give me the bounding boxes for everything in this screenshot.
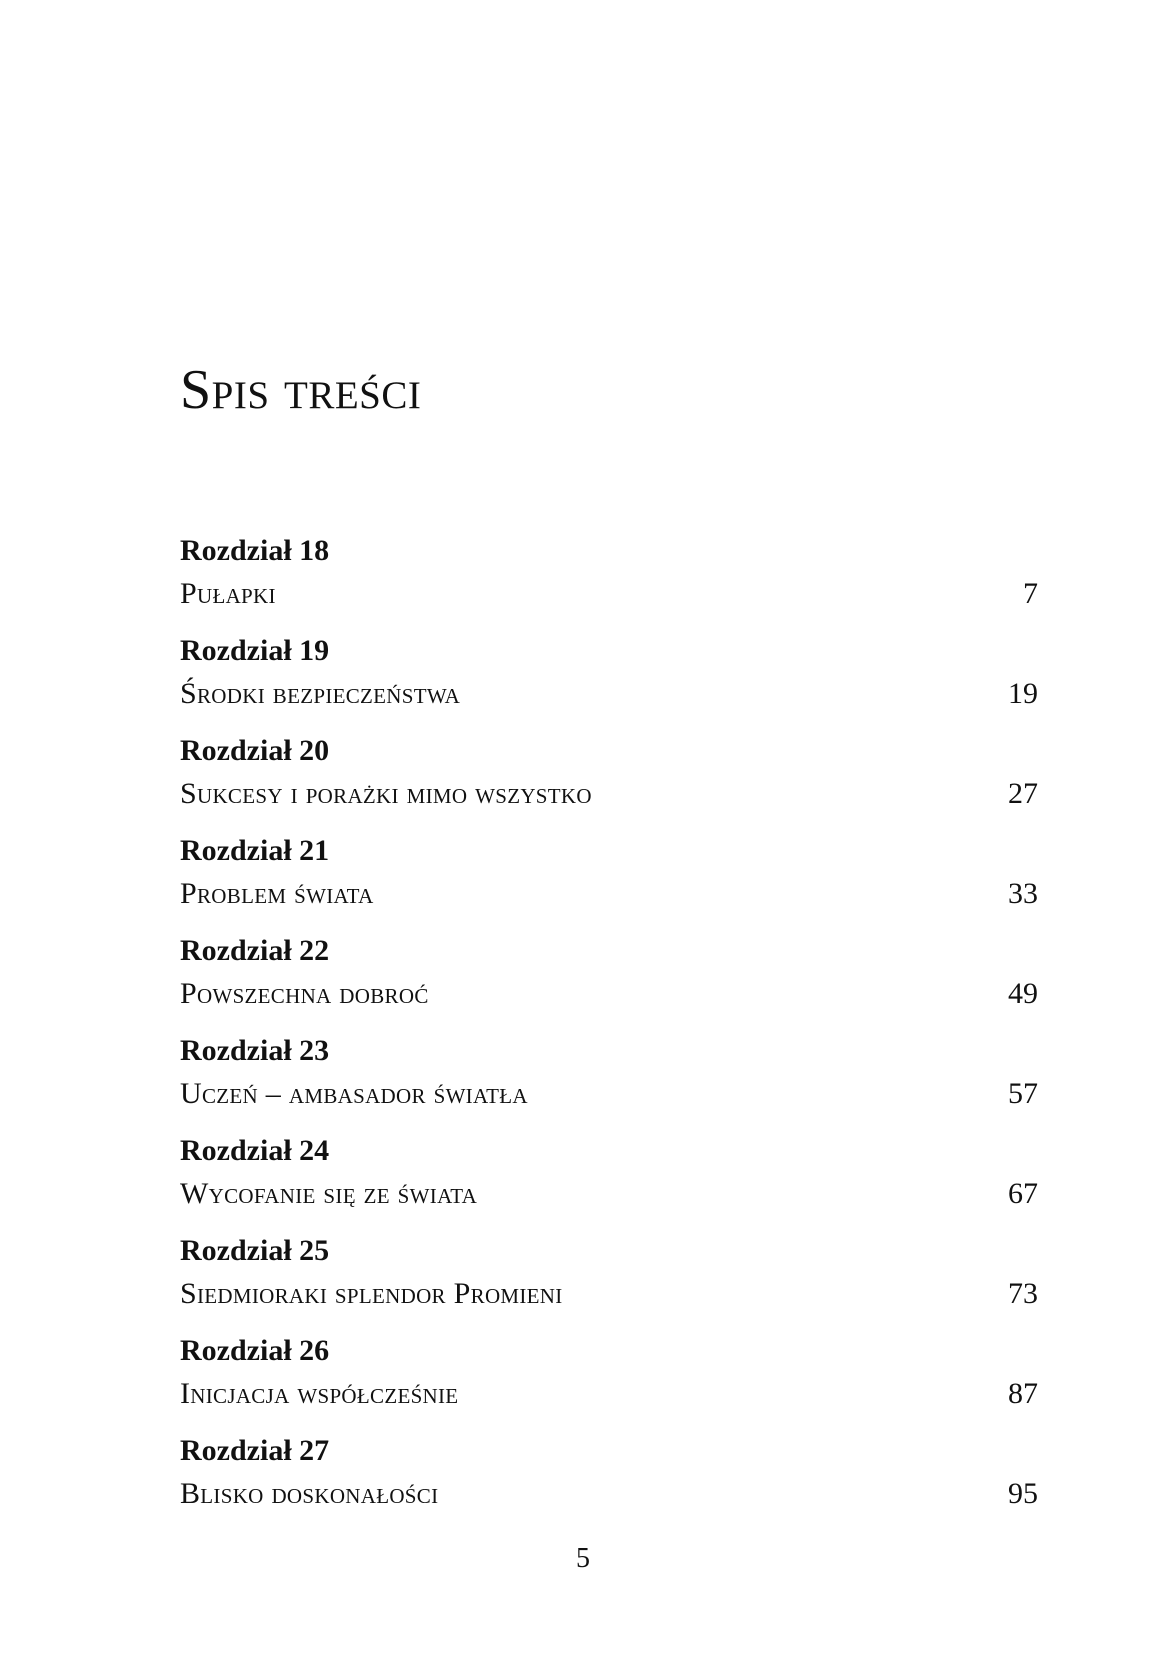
chapter-label: Rozdział 26 — [180, 1334, 330, 1367]
chapter-label: Rozdział 19 — [180, 634, 330, 667]
chapter-title: Środki bezpieczeństwa — [180, 677, 461, 710]
chapter-page-number: 95 — [1008, 1477, 1038, 1510]
chapter-page-number: 57 — [1008, 1077, 1038, 1110]
toc-entry[interactable] — [180, 1132, 1038, 1232]
chapter-label: Rozdział 24 — [180, 1134, 330, 1167]
chapter-title: Uczeń – ambasador światła — [180, 1077, 528, 1110]
toc-entry[interactable] — [180, 632, 1038, 732]
toc-entry[interactable] — [180, 1332, 1038, 1432]
page-number: 5 — [576, 1543, 590, 1574]
chapter-title: Powszechna dobroć — [180, 977, 429, 1010]
chapter-title: Inicjacja współcześnie — [180, 1377, 459, 1410]
chapter-title: Blisko doskonałości — [180, 1477, 439, 1510]
toc-entry[interactable] — [180, 532, 1038, 632]
chapter-label: Rozdział 21 — [180, 834, 330, 867]
chapter-label: Rozdział 18 — [180, 534, 330, 567]
toc-entry[interactable] — [180, 832, 1038, 932]
chapter-title: Wycofanie się ze świata — [180, 1177, 478, 1210]
toc-entry[interactable] — [180, 732, 1038, 832]
chapter-title: Sukcesy i porażki mimo wszystko — [180, 777, 592, 810]
chapter-page-number: 67 — [1008, 1177, 1038, 1210]
toc-entry[interactable] — [180, 932, 1038, 1032]
chapter-page-number: 27 — [1008, 777, 1038, 810]
chapter-title: Problem świata — [180, 877, 374, 910]
chapter-page-number: 7 — [1023, 577, 1038, 610]
toc-entry[interactable] — [180, 1432, 1038, 1532]
chapter-title: Pułapki — [180, 577, 276, 610]
toc-entry[interactable] — [180, 1232, 1038, 1332]
table-of-contents — [180, 532, 1038, 1532]
chapter-page-number: 19 — [1008, 677, 1038, 710]
chapter-page-number: 49 — [1008, 977, 1038, 1010]
chapter-label: Rozdział 22 — [180, 934, 330, 967]
chapter-page-number: 33 — [1008, 877, 1038, 910]
chapter-label: Rozdział 27 — [180, 1434, 330, 1467]
chapter-page-number: 87 — [1008, 1377, 1038, 1410]
chapter-label: Rozdział 23 — [180, 1034, 330, 1067]
chapter-label: Rozdział 25 — [180, 1234, 330, 1267]
chapter-label: Rozdział 20 — [180, 734, 330, 767]
chapter-title: Siedmioraki splendor Promieni — [180, 1277, 563, 1310]
chapter-page-number: 73 — [1008, 1277, 1038, 1310]
page-title: Spis treści — [180, 359, 422, 421]
toc-entry[interactable] — [180, 1032, 1038, 1132]
